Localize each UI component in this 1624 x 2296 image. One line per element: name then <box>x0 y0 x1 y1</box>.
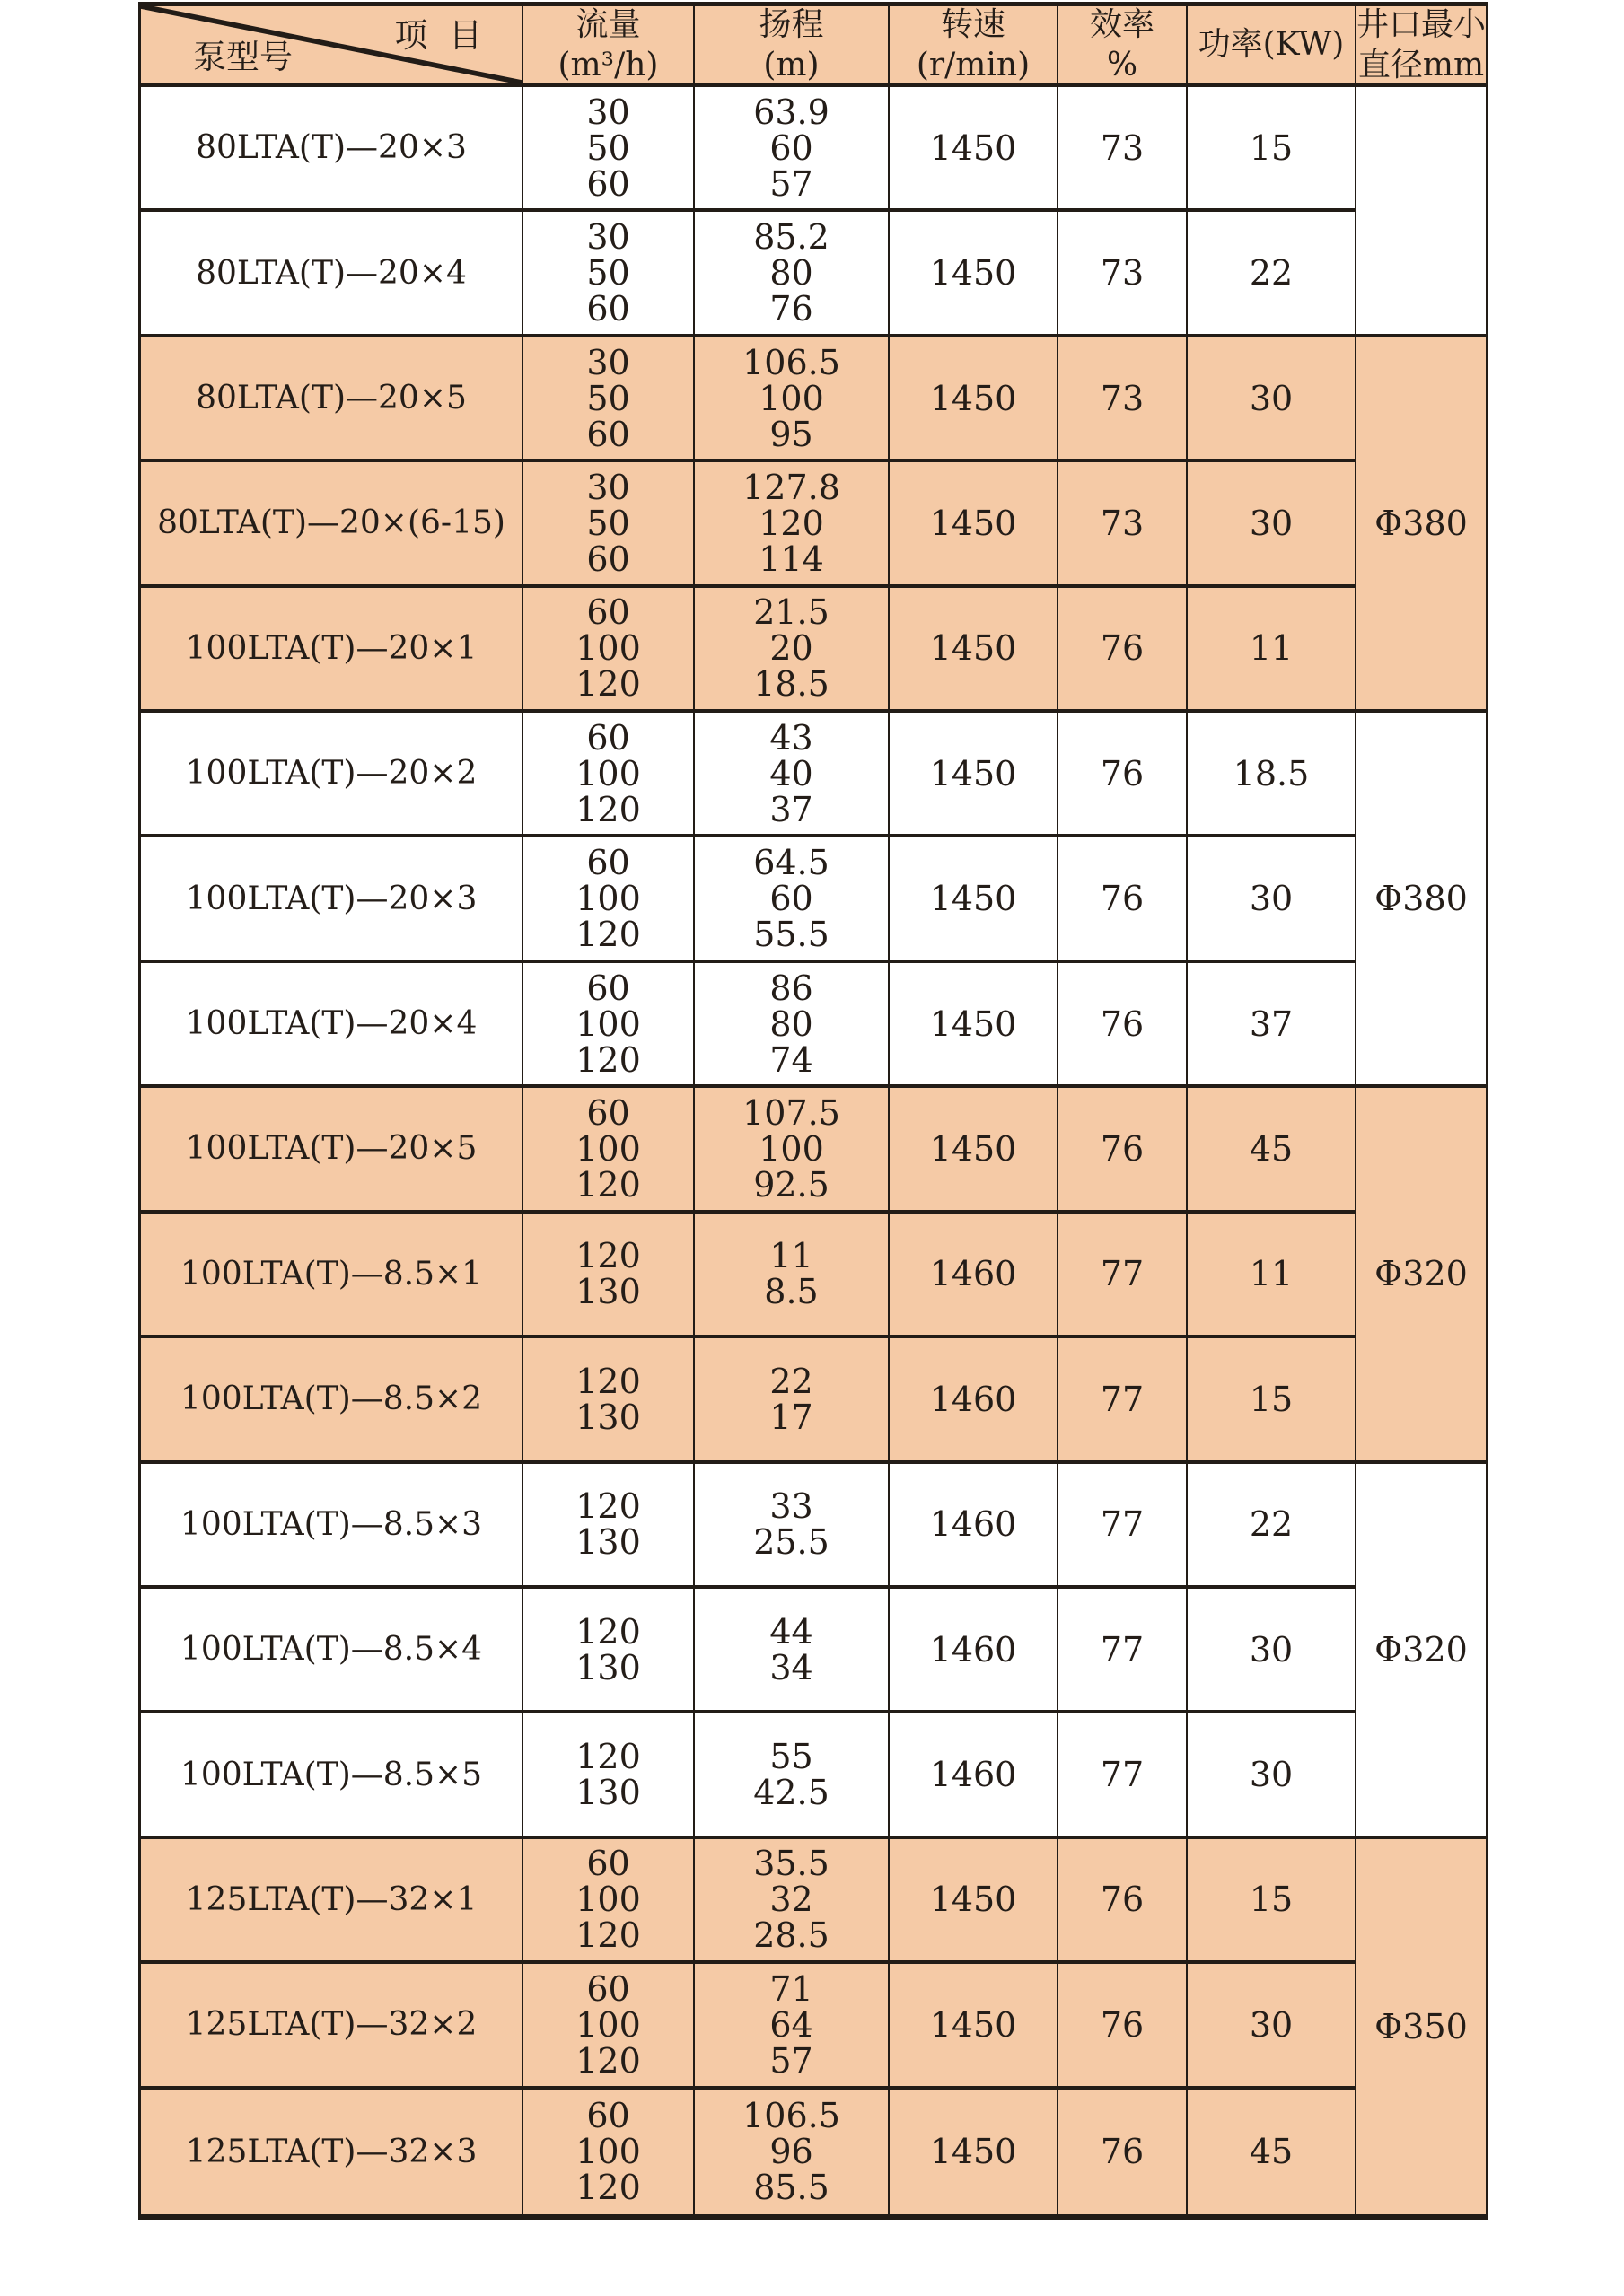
efficiency-cell: 76 <box>1058 963 1188 1088</box>
header-efficiency <box>1058 6 1188 87</box>
head-value: 106.5 <box>742 2096 840 2136</box>
speed-cell: 1450 <box>890 588 1058 713</box>
head-value: 96 <box>769 2132 813 2172</box>
flow-value: 100 <box>575 753 641 793</box>
efficiency-cell: 76 <box>1058 1964 1188 2089</box>
flow-value: 60 <box>586 968 630 1008</box>
header-head-line1: 扬程 <box>759 6 824 43</box>
efficiency-cell: 77 <box>1058 1214 1188 1338</box>
flow-value: 60 <box>586 717 630 758</box>
speed-cell: 1460 <box>890 1589 1058 1713</box>
flow-value: 130 <box>575 1397 641 1437</box>
flow-value: 120 <box>575 1039 641 1080</box>
head-cell <box>695 963 890 1088</box>
head-value: 64.5 <box>753 843 830 883</box>
head-cell <box>695 837 890 962</box>
flow-value: 100 <box>575 879 641 919</box>
head-cell <box>695 1338 890 1463</box>
head-value: 64 <box>769 2004 813 2045</box>
speed-cell: 1450 <box>890 713 1058 837</box>
flow-value: 100 <box>575 2132 641 2172</box>
efficiency-cell: 76 <box>1058 713 1188 837</box>
flow-value: 30 <box>586 92 630 132</box>
head-cell <box>695 1589 890 1713</box>
head-value: 20 <box>769 628 813 669</box>
efficiency-cell: 77 <box>1058 1464 1188 1589</box>
power-cell: 30 <box>1188 1964 1356 2089</box>
model-cell: 125LTA(T)—32×1 <box>141 1839 523 1964</box>
model-cell: 100LTA(T)—8.5×3 <box>141 1464 523 1589</box>
head-value: 43 <box>769 717 813 758</box>
efficiency-cell: 76 <box>1058 837 1188 962</box>
head-value: 44 <box>769 1611 813 1652</box>
head-value: 74 <box>769 1039 813 1080</box>
flow-value: 120 <box>575 1361 641 1401</box>
flow-value: 60 <box>586 1844 630 1884</box>
head-cell <box>695 212 890 337</box>
well-diameter-cell: Φ320 <box>1356 1088 1486 1463</box>
head-value: 17 <box>769 1397 813 1437</box>
flow-value: 130 <box>575 1272 641 1312</box>
header-flow-line1: 流量 <box>575 6 641 43</box>
flow-cell <box>523 1088 695 1213</box>
power-cell: 22 <box>1188 212 1356 337</box>
head-value: 57 <box>769 163 813 204</box>
model-cell: 100LTA(T)—20×1 <box>141 588 523 713</box>
model-cell: 100LTA(T)—8.5×4 <box>141 1589 523 1713</box>
head-value: 114 <box>759 539 824 579</box>
speed-cell: 1450 <box>890 837 1058 962</box>
efficiency-cell: 73 <box>1058 87 1188 212</box>
head-cell <box>695 1464 890 1589</box>
power-cell: 18.5 <box>1188 713 1356 837</box>
flow-value: 120 <box>575 1915 641 1956</box>
head-value: 57 <box>769 2040 813 2081</box>
head-cell <box>695 337 890 462</box>
header-flow <box>523 6 695 87</box>
speed-cell: 1450 <box>890 1088 1058 1213</box>
power-cell: 11 <box>1188 1214 1356 1338</box>
head-value: 22 <box>769 1361 813 1401</box>
flow-value: 100 <box>575 1880 641 1920</box>
efficiency-cell: 73 <box>1058 212 1188 337</box>
speed-cell: 1460 <box>890 1713 1058 1838</box>
power-cell: 22 <box>1188 1464 1356 1589</box>
flow-value: 50 <box>586 378 630 418</box>
flow-value: 60 <box>586 539 630 579</box>
well-diameter-cell: Φ350 <box>1356 1839 1486 2214</box>
corner-label-pump: 泵型号 <box>193 38 293 76</box>
head-value: 80 <box>769 1003 813 1044</box>
flow-cell <box>523 963 695 1088</box>
flow-value: 50 <box>586 503 630 543</box>
flow-value: 130 <box>575 1647 641 1687</box>
flow-value: 120 <box>575 915 641 955</box>
power-cell: 30 <box>1188 1713 1356 1838</box>
head-value: 106.5 <box>742 342 840 382</box>
model-cell: 80LTA(T)—20×4 <box>141 212 523 337</box>
flow-cell <box>523 462 695 587</box>
well-diameter-cell <box>1356 87 1486 337</box>
flow-value: 60 <box>586 289 630 329</box>
flow-value: 100 <box>575 1128 641 1169</box>
flow-cell <box>523 1964 695 2089</box>
head-value: 85.2 <box>753 217 830 258</box>
corner-header-cell <box>141 6 523 87</box>
head-value: 92.5 <box>753 1164 830 1205</box>
head-value: 18.5 <box>753 664 830 705</box>
flow-cell <box>523 1464 695 1589</box>
header-flow-line2: (m³/h) <box>557 46 659 83</box>
speed-cell: 1450 <box>890 87 1058 212</box>
efficiency-cell: 77 <box>1058 1713 1188 1838</box>
speed-cell: 1460 <box>890 1214 1058 1338</box>
power-cell: 45 <box>1188 2090 1356 2214</box>
flow-cell <box>523 588 695 713</box>
head-value: 32 <box>769 1880 813 1920</box>
head-value: 8.5 <box>764 1272 819 1312</box>
power-cell: 15 <box>1188 1839 1356 1964</box>
head-value: 34 <box>769 1647 813 1687</box>
model-cell: 100LTA(T)—8.5×5 <box>141 1713 523 1838</box>
head-cell <box>695 1214 890 1338</box>
head-cell <box>695 1964 890 2089</box>
flow-value: 30 <box>586 342 630 382</box>
model-cell: 80LTA(T)—20×3 <box>141 87 523 212</box>
head-cell <box>695 1088 890 1213</box>
head-cell <box>695 1839 890 1964</box>
efficiency-cell: 77 <box>1058 1589 1188 1713</box>
model-cell: 100LTA(T)—20×5 <box>141 1088 523 1213</box>
efficiency-cell: 76 <box>1058 588 1188 713</box>
efficiency-cell: 73 <box>1058 462 1188 587</box>
flow-cell <box>523 1589 695 1713</box>
flow-value: 50 <box>586 127 630 168</box>
power-cell: 30 <box>1188 1589 1356 1713</box>
head-value: 127.8 <box>742 467 840 507</box>
flow-value: 60 <box>586 1968 630 2009</box>
head-cell <box>695 462 890 587</box>
head-value: 37 <box>769 789 813 829</box>
head-value: 25.5 <box>753 1522 830 1563</box>
efficiency-cell: 76 <box>1058 2090 1188 2214</box>
head-cell <box>695 87 890 212</box>
flow-value: 30 <box>586 217 630 258</box>
flow-value: 60 <box>586 843 630 883</box>
flow-value: 120 <box>575 2040 641 2081</box>
flow-value: 60 <box>586 1092 630 1133</box>
flow-value: 60 <box>586 163 630 204</box>
flow-value: 100 <box>575 1003 641 1044</box>
flow-value: 60 <box>586 2096 630 2136</box>
power-cell: 30 <box>1188 462 1356 587</box>
flow-cell <box>523 1338 695 1463</box>
speed-cell: 1450 <box>890 462 1058 587</box>
flow-value: 50 <box>586 253 630 294</box>
header-speed-line1: 转速 <box>940 6 1005 43</box>
flow-cell <box>523 212 695 337</box>
head-value: 63.9 <box>753 92 830 132</box>
speed-cell: 1450 <box>890 1839 1058 1964</box>
flow-cell <box>523 713 695 837</box>
head-value: 60 <box>769 127 813 168</box>
model-cell: 80LTA(T)—20×(6-15) <box>141 462 523 587</box>
head-value: 100 <box>759 378 824 418</box>
head-value: 33 <box>769 1486 813 1527</box>
head-cell <box>695 713 890 837</box>
speed-cell: 1460 <box>890 1338 1058 1463</box>
flow-cell <box>523 1214 695 1338</box>
flow-value: 60 <box>586 414 630 454</box>
flow-value: 120 <box>575 2168 641 2208</box>
header-head <box>695 6 890 87</box>
model-cell: 80LTA(T)—20×5 <box>141 337 523 462</box>
speed-cell: 1450 <box>890 1964 1058 2089</box>
power-cell: 30 <box>1188 337 1356 462</box>
flow-value: 120 <box>575 789 641 829</box>
pump-spec-table <box>138 2 1488 2220</box>
head-value: 21.5 <box>753 592 830 633</box>
head-cell <box>695 1713 890 1838</box>
head-value: 120 <box>759 503 824 543</box>
efficiency-cell: 73 <box>1058 337 1188 462</box>
head-value: 35.5 <box>753 1844 830 1884</box>
head-value: 71 <box>769 1968 813 2009</box>
head-value: 28.5 <box>753 1915 830 1956</box>
head-cell <box>695 2090 890 2214</box>
flow-value: 60 <box>586 592 630 633</box>
flow-value: 120 <box>575 1236 641 1276</box>
flow-value: 120 <box>575 1164 641 1205</box>
header-power-line1: 功率(KW) <box>1198 26 1345 63</box>
flow-value: 100 <box>575 628 641 669</box>
header-well-line1: 井口最小 <box>1356 6 1486 43</box>
head-value: 11 <box>769 1236 813 1276</box>
power-cell: 37 <box>1188 963 1356 1088</box>
head-value: 42.5 <box>753 1773 830 1813</box>
head-value: 60 <box>769 879 813 919</box>
flow-cell <box>523 1839 695 1964</box>
model-cell: 100LTA(T)—20×2 <box>141 713 523 837</box>
power-cell: 30 <box>1188 837 1356 962</box>
flow-cell <box>523 2090 695 2214</box>
head-value: 85.5 <box>753 2168 830 2208</box>
header-power <box>1188 6 1356 87</box>
head-value: 40 <box>769 753 813 793</box>
well-diameter-cell: Φ380 <box>1356 713 1486 1088</box>
head-value: 55.5 <box>753 915 830 955</box>
head-cell <box>695 588 890 713</box>
flow-value: 120 <box>575 1737 641 1777</box>
header-speed <box>890 6 1058 87</box>
model-cell: 125LTA(T)—32×2 <box>141 1964 523 2089</box>
power-cell: 45 <box>1188 1088 1356 1213</box>
efficiency-cell: 76 <box>1058 1088 1188 1213</box>
head-value: 55 <box>769 1737 813 1777</box>
model-cell: 100LTA(T)—20×4 <box>141 963 523 1088</box>
flow-value: 120 <box>575 1486 641 1527</box>
corner-label-item: 项 目 <box>394 16 482 55</box>
well-diameter-cell: Φ380 <box>1356 337 1486 713</box>
speed-cell: 1460 <box>890 1464 1058 1589</box>
header-efficiency-line1: 效率 <box>1089 6 1154 43</box>
well-diameter-cell: Φ320 <box>1356 1464 1486 1839</box>
header-well-diameter <box>1356 6 1486 87</box>
speed-cell: 1450 <box>890 212 1058 337</box>
flow-cell <box>523 1713 695 1838</box>
flow-cell <box>523 837 695 962</box>
power-cell: 15 <box>1188 87 1356 212</box>
efficiency-cell: 76 <box>1058 1839 1188 1964</box>
model-cell: 100LTA(T)—8.5×1 <box>141 1214 523 1338</box>
flow-value: 120 <box>575 1611 641 1652</box>
speed-cell: 1450 <box>890 2090 1058 2214</box>
flow-value: 120 <box>575 664 641 705</box>
header-well-line2: 直径mm <box>1357 46 1485 83</box>
speed-cell: 1450 <box>890 337 1058 462</box>
flow-value: 30 <box>586 467 630 507</box>
head-value: 107.5 <box>742 1092 840 1133</box>
power-cell: 15 <box>1188 1338 1356 1463</box>
efficiency-cell: 77 <box>1058 1338 1188 1463</box>
head-value: 95 <box>769 414 813 454</box>
header-efficiency-line2: % <box>1106 46 1138 83</box>
flow-cell <box>523 337 695 462</box>
flow-cell <box>523 87 695 212</box>
header-head-line2: (m) <box>763 46 820 83</box>
model-cell: 100LTA(T)—8.5×2 <box>141 1338 523 1463</box>
flow-value: 130 <box>575 1773 641 1813</box>
head-value: 76 <box>769 289 813 329</box>
model-cell: 100LTA(T)—20×3 <box>141 837 523 962</box>
header-speed-line2: (r/min) <box>916 46 1031 83</box>
head-value: 80 <box>769 253 813 294</box>
model-cell: 125LTA(T)—32×3 <box>141 2090 523 2214</box>
flow-value: 100 <box>575 2004 641 2045</box>
head-value: 86 <box>769 968 813 1008</box>
power-cell: 11 <box>1188 588 1356 713</box>
head-value: 100 <box>759 1128 824 1169</box>
flow-value: 130 <box>575 1522 641 1563</box>
speed-cell: 1450 <box>890 963 1058 1088</box>
